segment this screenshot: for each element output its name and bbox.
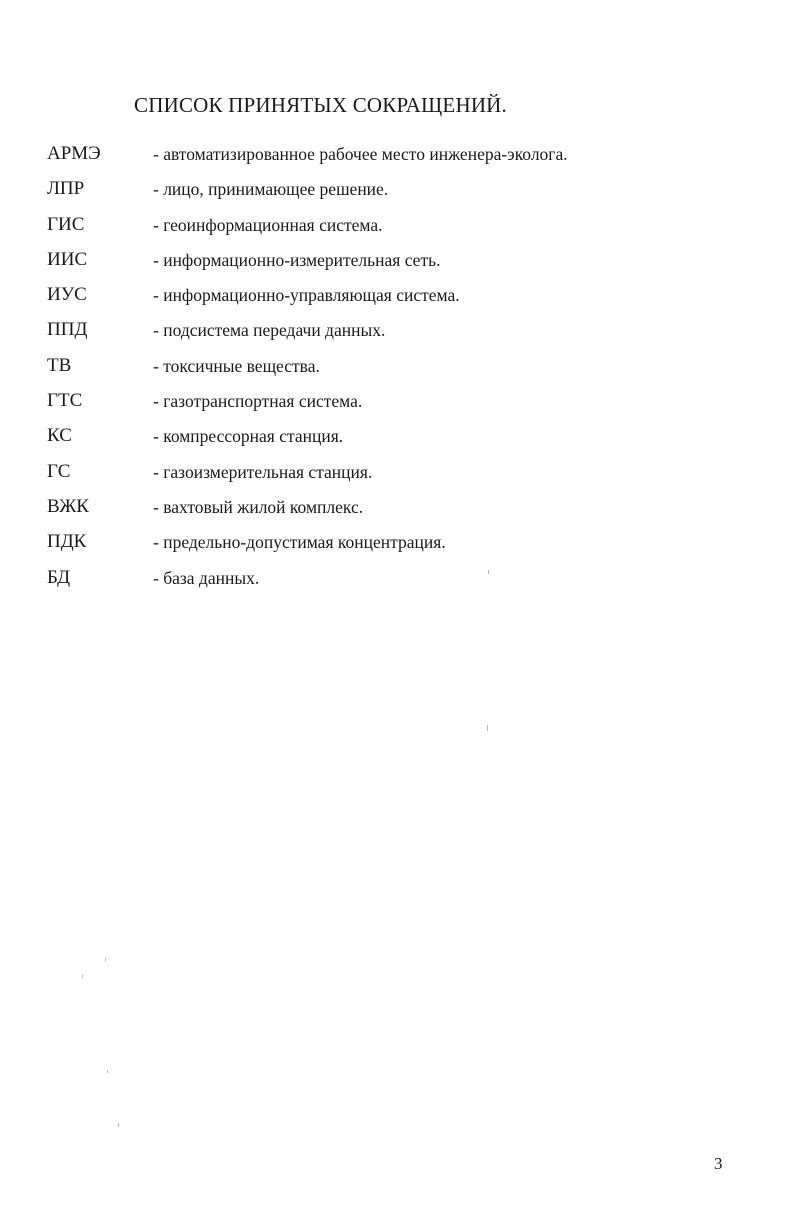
abbreviation-term: ППД (47, 319, 88, 341)
scan-speck (118, 1123, 119, 1127)
abbreviation-term: КС (47, 425, 72, 447)
scan-speck (487, 725, 488, 731)
abbreviation-definition: - газоизмерительная станция. (153, 461, 373, 482)
abbreviation-term: ИУС (47, 284, 87, 306)
scan-speck (105, 958, 106, 961)
abbreviation-term: ПДК (47, 531, 87, 553)
abbreviation-term: ВЖК (47, 495, 89, 517)
scan-speck (107, 1070, 108, 1073)
abbreviation-term: ГТС (47, 390, 83, 412)
abbreviation-term: ЛПР (47, 178, 85, 200)
abbreviation-definition: - токсичные вещества. (153, 355, 320, 376)
abbreviation-definition: - геоинформационная система. (153, 214, 383, 235)
abbreviation-term: БД (47, 566, 71, 588)
abbreviation-definition: - газотранспортная система. (153, 391, 363, 412)
abbreviation-definition: - вахтовый жилой комплекс. (153, 496, 364, 517)
abbreviation-definition: - компрессорная станция. (153, 426, 344, 447)
page-number: 3 (714, 1154, 723, 1173)
abbreviation-definition: - база данных. (153, 567, 260, 588)
abbreviation-definition: - информационно-измерительная сеть. (153, 249, 441, 270)
abbreviation-definition: - информационно-управляющая система. (153, 285, 460, 306)
page-title: СПИСОК ПРИНЯТЫХ СОКРАЩЕНИЙ. (134, 93, 508, 117)
scan-speck (488, 570, 489, 574)
abbreviation-term: ГИС (47, 213, 85, 235)
abbreviation-term: ТВ (47, 354, 72, 376)
abbreviation-definition: - лицо, принимающее решение. (153, 179, 389, 200)
abbreviation-definition: - подсистема передачи данных. (153, 320, 386, 341)
abbreviation-definition: - предельно-допустимая концентрация. (153, 532, 446, 553)
abbreviation-term: ИИС (47, 248, 88, 270)
scan-speck (82, 975, 83, 978)
abbreviation-term: АРМЭ (47, 143, 101, 164)
abbreviation-definition: - автоматизированное рабочее место инженера-эколога. (153, 144, 568, 164)
abbreviation-term: ГС (47, 460, 71, 482)
